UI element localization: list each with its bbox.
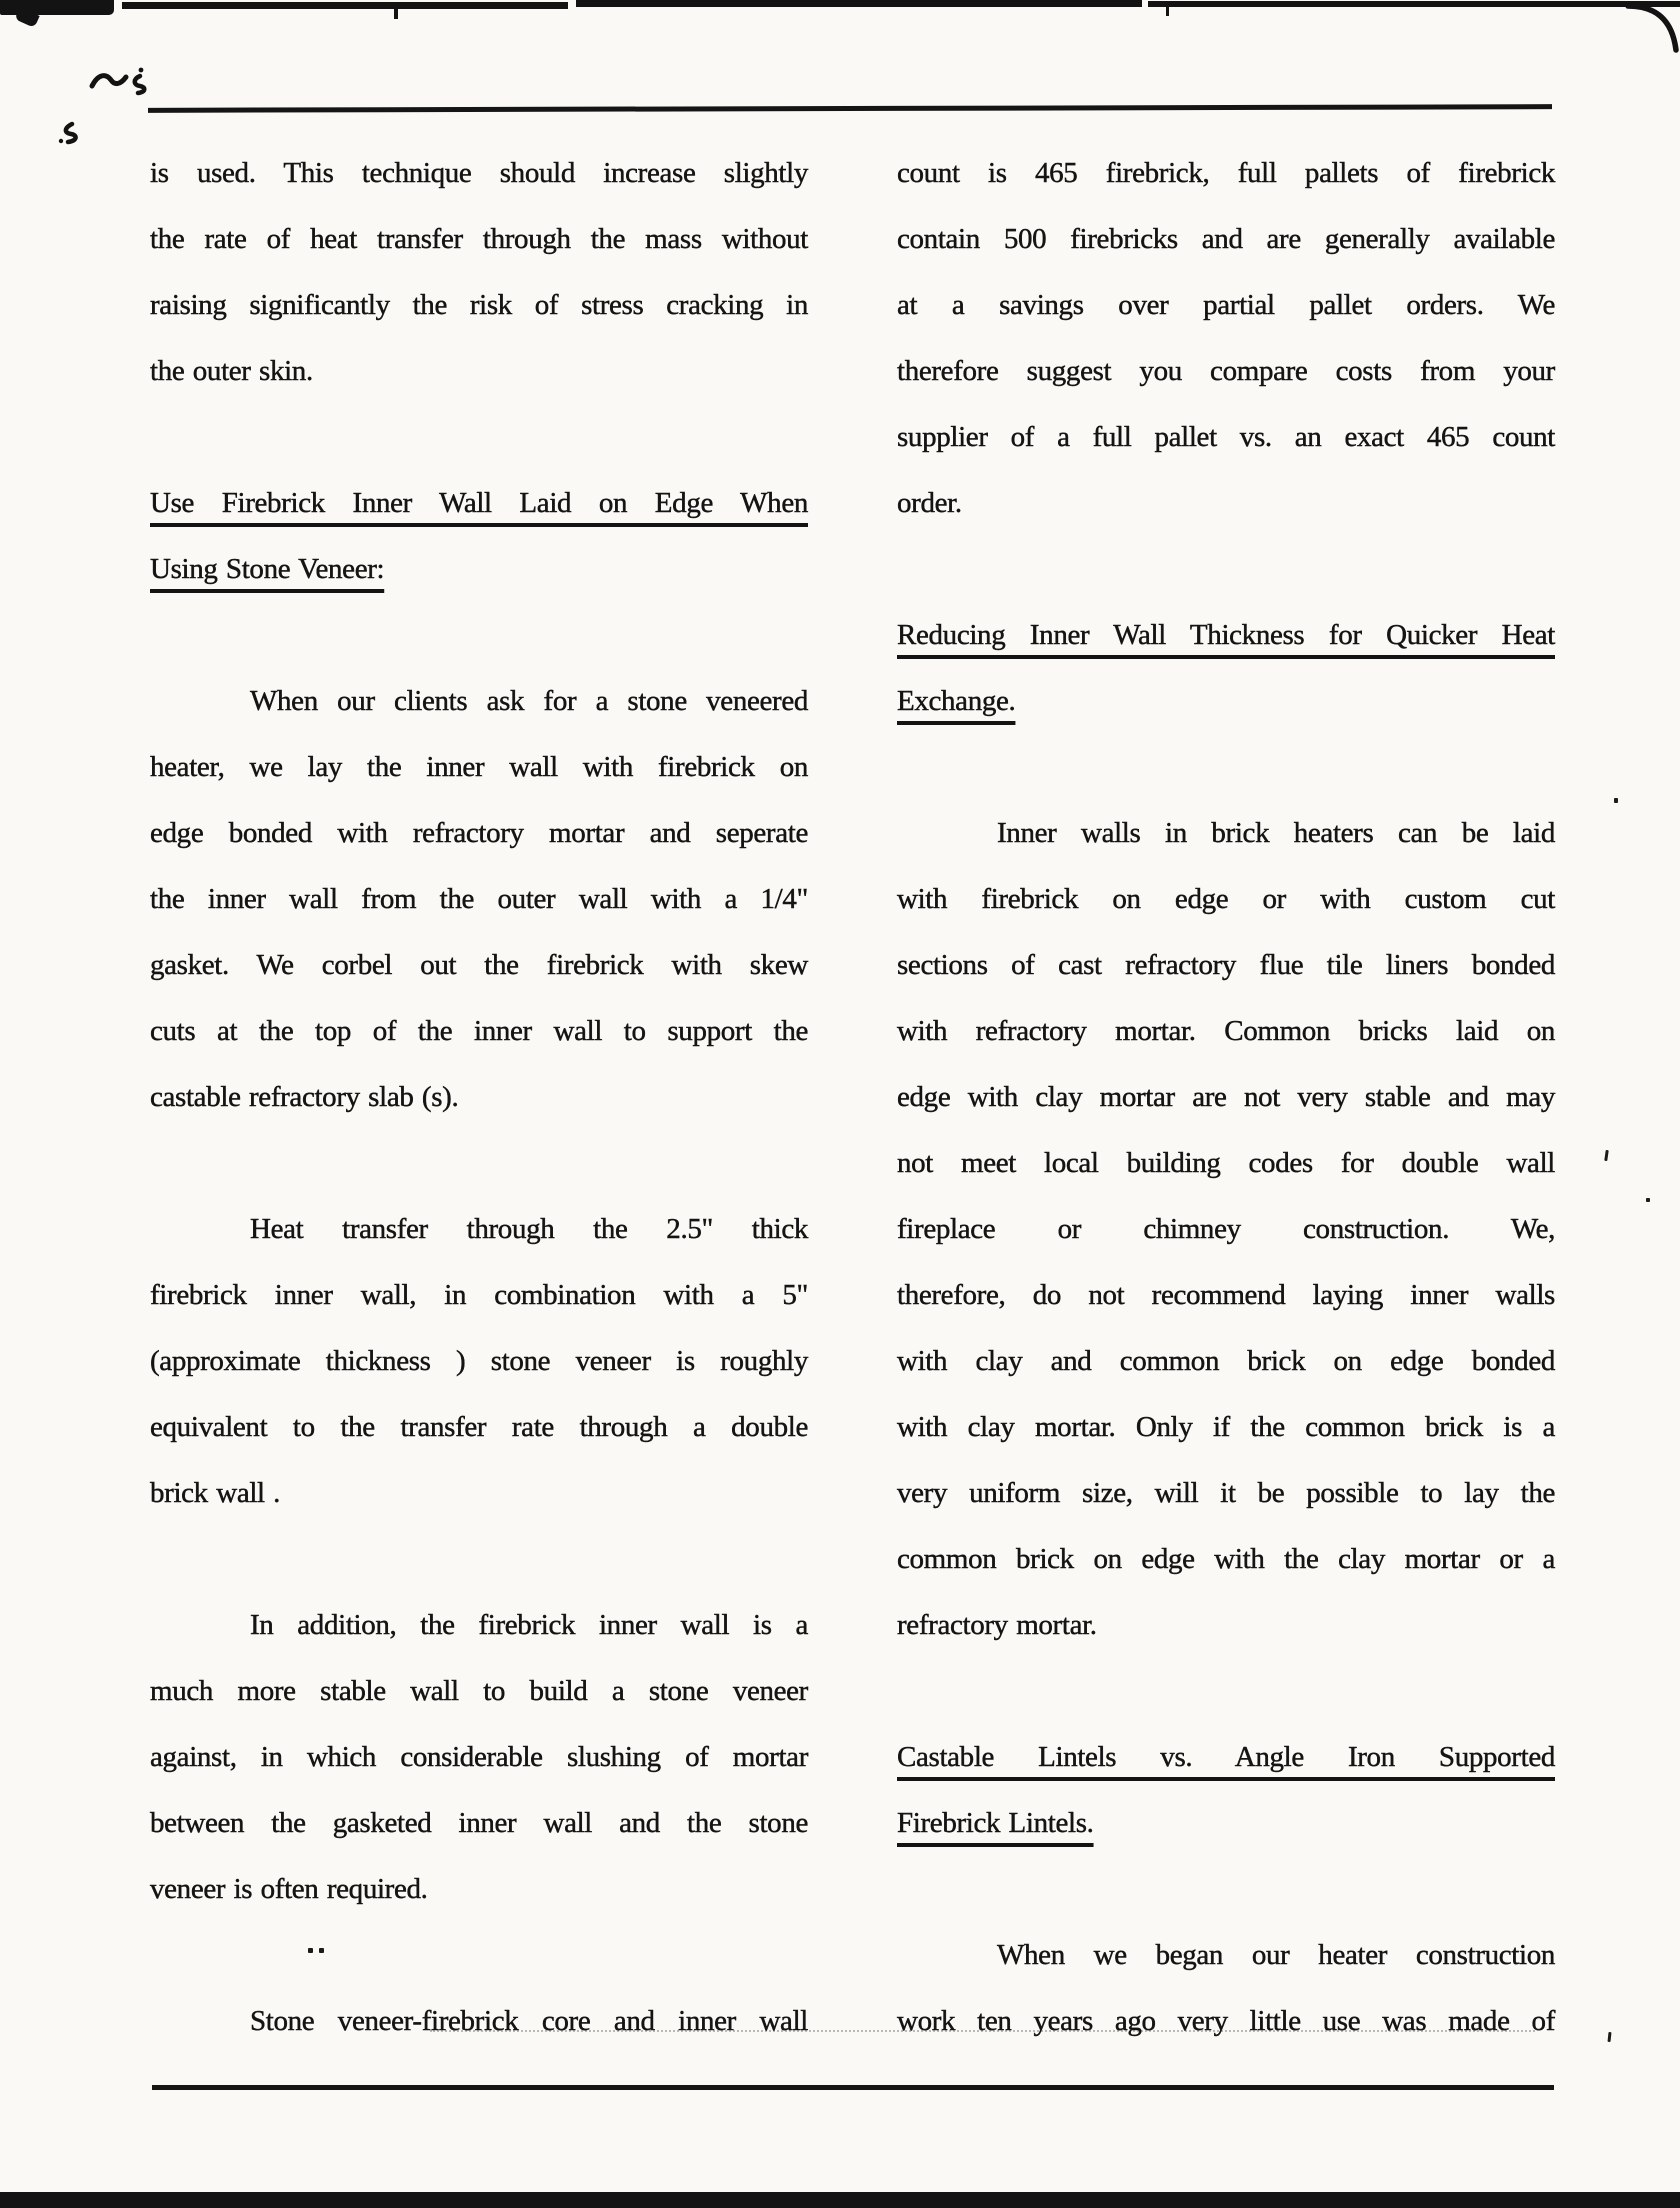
section-heading-line: Exchange. — [897, 685, 1016, 717]
scan-edge-top — [576, 0, 1142, 7]
text-line: the outer skin. — [150, 355, 313, 387]
text-line: fireplace or chimney construction. We, — [897, 1213, 1555, 1245]
scan-edge-top — [1148, 1, 1680, 7]
handwritten-mark — [88, 66, 154, 100]
ink-speck — [308, 1948, 313, 1953]
text-line: therefore suggest you compare costs from your — [897, 355, 1555, 387]
blank-line — [150, 1526, 808, 1592]
dotted-scan-line — [430, 2030, 1535, 2032]
section-heading-line: Use Firebrick Inner Wall Laid on Edge When — [150, 487, 808, 519]
text-line: gasket. We corbel out the firebrick with skew — [150, 949, 808, 981]
scan-corner-mark — [1624, 0, 1680, 60]
blank-line — [897, 536, 1555, 602]
scan-edge-top — [122, 2, 568, 9]
text-line: with refractory mortar. Common bricks laid on — [897, 1015, 1555, 1047]
blank-line — [150, 602, 808, 668]
text-line: heater, we lay the inner wall with firebrick on — [150, 751, 808, 783]
ink-speck — [1646, 1198, 1650, 1202]
ink-speck — [319, 1948, 324, 1953]
text-line: sections of cast refractory flue tile liners bonded — [897, 949, 1555, 981]
text-line: When our clients ask for a stone veneered — [250, 685, 808, 717]
section-heading-line: Firebrick Lintels. — [897, 1807, 1094, 1839]
text-line: with firebrick on edge or with custom cut — [897, 883, 1555, 915]
text-line: common brick on edge with the clay mortar or a — [897, 1543, 1555, 1575]
text-line: much more stable wall to build a stone veneer — [150, 1675, 808, 1707]
text-line: the rate of heat transfer through the mass without — [150, 223, 808, 255]
ink-speck — [1614, 798, 1618, 803]
column-left — [150, 140, 808, 2054]
text-line: at a savings over partial pallet orders. We — [897, 289, 1555, 321]
text-line: In addition, the firebrick inner wall is a — [250, 1609, 808, 1641]
ink-speck — [1607, 2032, 1611, 2042]
text-line: castable refractory slab (s). — [150, 1081, 459, 1113]
text-line: firebrick inner wall, in combination with a 5" — [150, 1279, 808, 1311]
section-heading-line: Using Stone Veneer: — [150, 553, 385, 585]
text-line: therefore, do not recommend laying inner walls — [897, 1279, 1555, 1311]
text-line: the inner wall from the outer wall with a 1/4" — [150, 883, 808, 915]
text-line: between the gasketed inner wall and the stone — [150, 1807, 808, 1839]
section-heading-line: Reducing Inner Wall Thickness for Quicker Heat — [897, 619, 1555, 651]
footer-rule — [152, 2085, 1554, 2090]
handwritten-mark — [56, 120, 90, 146]
blank-line — [150, 1130, 808, 1196]
text-line: with clay and common brick on edge bonded — [897, 1345, 1555, 1377]
blank-line — [150, 1922, 808, 1988]
text-line: edge bonded with refractory mortar and seperate — [150, 817, 808, 849]
text-line: with clay mortar. Only if the common brick is a — [897, 1411, 1555, 1443]
text-line: Inner walls in brick heaters can be laid — [997, 817, 1555, 849]
text-line: veneer is often required. — [150, 1873, 428, 1905]
blank-line — [150, 404, 808, 470]
scan-edge-tick — [1166, 3, 1169, 16]
text-line: brick wall . — [150, 1477, 281, 1509]
text-line: is used. This technique should increase slightly — [150, 157, 808, 189]
text-line: cuts at the top of the inner wall to support the — [150, 1015, 808, 1047]
column-right — [897, 140, 1555, 2054]
header-rule — [148, 104, 1552, 113]
scan-edge-bottom — [0, 2192, 1680, 2208]
ink-speck — [1604, 1150, 1609, 1161]
text-line: When we began our heater construction — [997, 1939, 1555, 1971]
text-line: count is 465 firebrick, full pallets of firebrick — [897, 157, 1555, 189]
blank-line — [897, 1856, 1555, 1922]
text-line: Heat transfer through the 2.5" thick — [250, 1213, 808, 1245]
scan-edge-tick — [394, 6, 398, 19]
text-line: order. — [897, 487, 962, 519]
text-line: supplier of a full pallet vs. an exact 465 count — [897, 421, 1555, 453]
blank-line — [897, 734, 1555, 800]
text-line: not meet local building codes for double wall — [897, 1147, 1555, 1179]
text-line: equivalent to the transfer rate through a double — [150, 1411, 808, 1443]
text-line: very uniform size, will it be possible to lay the — [897, 1477, 1555, 1509]
text-line: Stone veneer-firebrick core and inner wall — [250, 2005, 808, 2037]
text-line: refractory mortar. — [897, 1609, 1097, 1641]
text-line: raising significantly the risk of stress cracking in — [150, 289, 808, 321]
text-line: contain 500 firebricks and are generally available — [897, 223, 1555, 255]
text-line: (approximate thickness ) stone veneer is roughly — [150, 1345, 808, 1377]
blank-line — [897, 1658, 1555, 1724]
text-line: work ten years ago very little use was made of — [897, 2005, 1555, 2037]
text-line: against, in which considerable slushing of mortar — [150, 1741, 808, 1773]
section-heading-line: Castable Lintels vs. Angle Iron Supported — [897, 1741, 1555, 1773]
text-line: edge with clay mortar are not very stable and may — [897, 1081, 1555, 1113]
